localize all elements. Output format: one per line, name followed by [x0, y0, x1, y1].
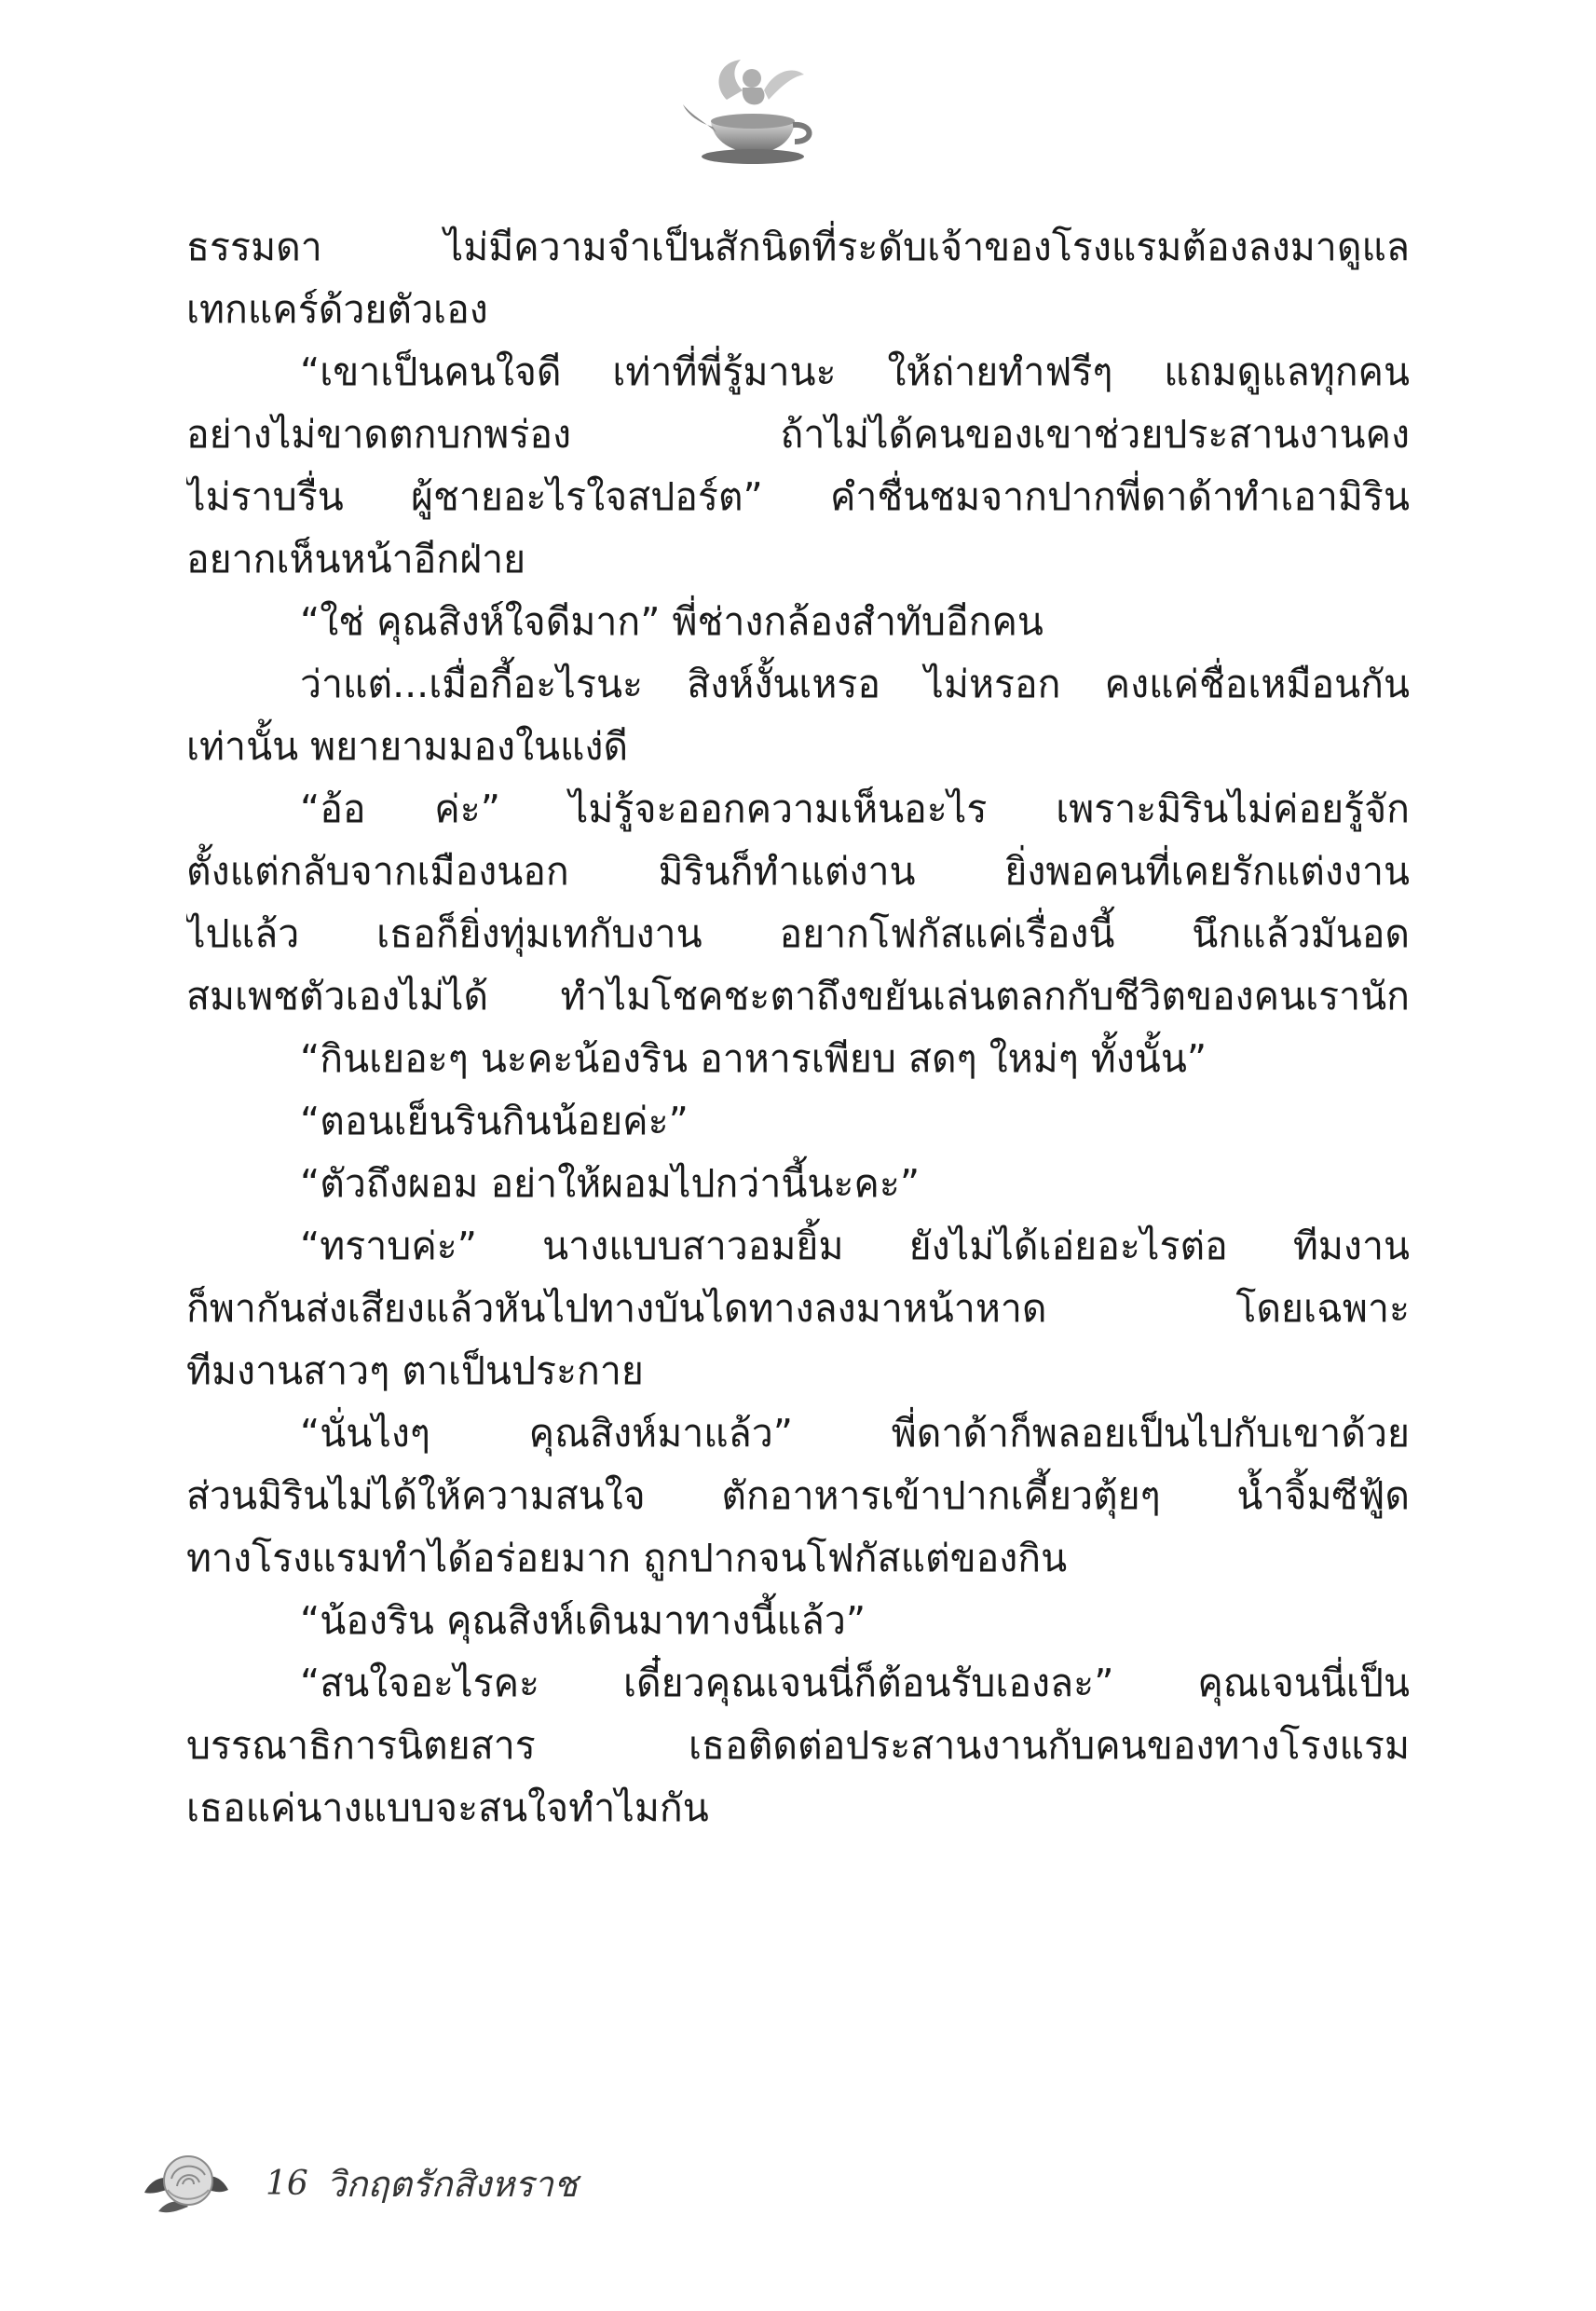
text-line: “เขาเป็นคนใจดี เท่าที่พี่รู้มานะ ให้ถ่ายทำฟรีๆ แถมดูแลทุกคน [300, 349, 1410, 394]
text-line: ไปแล้ว เธอก็ยิ่งทุ่มเทกับงาน อยากโฟกัสแค่เรื่องนี้ นึกแล้วมันอด [186, 911, 1410, 956]
text-line: ทางโรงแรมทำได้อร่อยมาก ถูกปากจนโฟกัสแต่ของกิน [186, 1536, 1068, 1580]
text-line: อยากเห็นหน้าอีกฝ่าย [186, 537, 526, 581]
text-line: “ใช่ คุณสิงห์ใจดีมาก” พี่ช่างกล้องสำทับอีกคน [300, 599, 1044, 644]
text-line: สมเพชตัวเองไม่ได้ ทำไมโชคชะตาถึงขยันเล่นตลกกับชีวิตของคนเรานัก [186, 974, 1410, 1019]
text-line: “น้องริน คุณสิงห์เดินมาทางนี้แล้ว” [300, 1598, 866, 1643]
text-line: อย่างไม่ขาดตกบกพร่อง ถ้าไม่ได้คนของเขาช่วยประสานงานคง [186, 412, 1410, 457]
page-number: 16 [266, 2165, 308, 2203]
text-line: เธอแค่นางแบบจะสนใจทำไมกัน [186, 1785, 709, 1830]
rose-icon [140, 2141, 233, 2222]
text-line: บรรณาธิการนิตยสาร เธอติดต่อประสานงานกับคนของทางโรงแรม [186, 1723, 1410, 1768]
text-line: “ตอนเย็นรินกินน้อยค่ะ” [300, 1099, 689, 1143]
text-line: ตั้งแต่กลับจากเมืองนอก มิรินก็ทำแต่งาน ยิ่งพอคนที่เคยรักแต่งงาน [186, 849, 1410, 894]
text-line: “นั่นไงๆ คุณสิงห์มาแล้ว” พี่ดาด้าก็พลอยเป็นไปกับเขาด้วย [300, 1411, 1410, 1456]
text-line: ว่าแต่...เมื่อกี้อะไรนะ สิงห์งั้นเหรอ ไม่หรอก คงแค่ชื่อเหมือนกัน [300, 662, 1410, 706]
text-line: ไม่ราบรื่น ผู้ชายอะไรใจสปอร์ต” คำชื่นชมจากปากพี่ดาด้าทำเอามิริน [186, 474, 1410, 519]
text-line: เท่านั้น พยายามมองในแง่ดี [186, 724, 629, 769]
page-footer [140, 2141, 699, 2225]
text-line: “สนใจอะไรคะ เดี๋ยวคุณเจนนี่ก็ต้อนรับเองละ” คุณเจนนี่เป็น [300, 1661, 1410, 1705]
text-line: ทีมงานสาวๆ ตาเป็นประกาย [186, 1348, 644, 1393]
text-line: ก็พากันส่งเสียงแล้วหันไปทางบันไดทางลงมาหน้าหาด โดยเฉพาะ [186, 1286, 1410, 1331]
cupid-teacup-ornament-icon [675, 48, 825, 170]
text-line: “ทราบค่ะ” นางแบบสาวอมยิ้ม ยังไม่ได้เอ่ยอะไรต่อ ทีมงาน [300, 1224, 1410, 1268]
text-line: “อ้อ ค่ะ” ไม่รู้จะออกความเห็นอะไร เพราะมิรินไม่ค่อยรู้จัก [300, 786, 1410, 831]
text-line: “ตัวถึงผอม อย่าให้ผอมไปกว่านี้นะคะ” [300, 1161, 921, 1206]
text-line: ส่วนมิรินไม่ได้ให้ความสนใจ ตักอาหารเข้าปากเคี้ยวตุ้ยๆ น้ำจิ้มซีฟู้ด [186, 1473, 1410, 1518]
book-title: วิกฤตรักสิงหราช [326, 2164, 578, 2205]
body-text [186, 216, 1410, 1839]
text-line: ธรรมดา ไม่มีความจำเป็นสักนิดที่ระดับเจ้าของโรงแรมต้องลงมาดูแล [186, 225, 1410, 269]
text-line: “กินเยอะๆ นะคะน้องริน อาหารเพียบ สดๆ ใหม่ๆ ทั้งนั้น” [300, 1036, 1207, 1081]
text-line: เทกแคร์ด้วยตัวเอง [186, 287, 488, 332]
